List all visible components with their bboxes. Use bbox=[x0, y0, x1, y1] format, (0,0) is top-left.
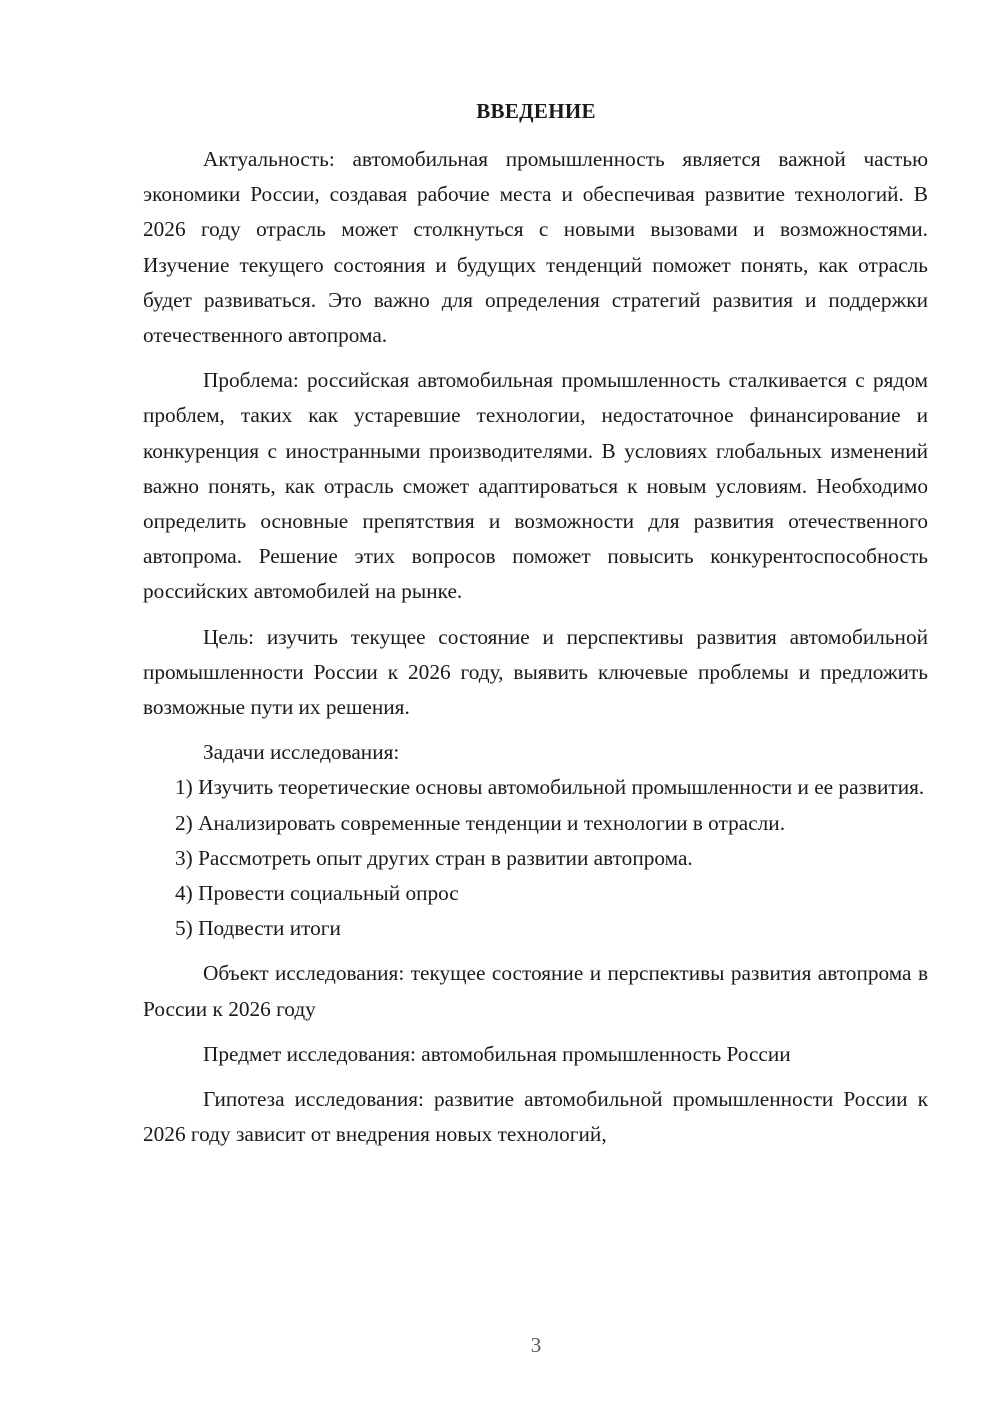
task-item-1: 1) Изучить теоретические основы автомобильной промышленности и ее развития. bbox=[175, 775, 925, 800]
document-body bbox=[143, 142, 928, 1152]
tasks-heading: Задачи исследования: bbox=[203, 740, 400, 765]
paragraph-object: Объект исследования: текущее состояние и перспективы развития автопрома в России к 2026 году bbox=[143, 961, 928, 1021]
section-title: ВВЕДЕНИЕ bbox=[476, 99, 596, 123]
task-item-3: 3) Рассмотреть опыт других стран в развитии автопрома. bbox=[175, 845, 693, 870]
task-item-2: 2) Анализировать современные тенденции и технологии в отрасли. bbox=[175, 810, 786, 835]
paragraph-problem: Проблема: российская автомобильная промышленность сталкивается с рядом проблем, таких как устаревшие технологии, недостаточное финансирование и конкуренция с иностранными производителями. В условиях глобальных изменений важно понять, как отрасль сможет адаптироваться к новым условиям. Необходимо определить основные препятствия и возможности для развития отечественного автопрома. Решение этих вопросов поможет повысить конкурентоспособность российских автомобилей на рынке. bbox=[143, 368, 928, 604]
paragraph-goal: Цель: изучить текущее состояние и перспективы развития автомобильной промышленности России к 2026 году, выявить ключевые проблемы и предложить возможные пути их решения. bbox=[143, 624, 928, 720]
paragraph-hypothesis: Гипотеза исследования: развитие автомобильной промышленности России к 2026 году зависит от внедрения новых технологий, bbox=[143, 1087, 928, 1147]
paragraph-relevance: Актуальность: автомобильная промышленность является важной частью экономики России, создавая рабочие места и обеспечивая развитие технологий. В 2026 году отрасль может столкнуться с новыми вызовами и возможностями. Изучение текущего состояния и будущих тенденций поможет понять, как отрасль будет развиваться. Это важно для определения стратегий развития и поддержки отечественного автопрома. bbox=[143, 147, 928, 348]
task-item-5: 5) Подвести итоги bbox=[175, 916, 341, 941]
task-item-4: 4) Провести социальный опрос bbox=[175, 881, 459, 906]
paragraph-subject: Предмет исследования: автомобильная промышленность России bbox=[203, 1041, 791, 1066]
page-number: 3 bbox=[530, 1333, 542, 1357]
